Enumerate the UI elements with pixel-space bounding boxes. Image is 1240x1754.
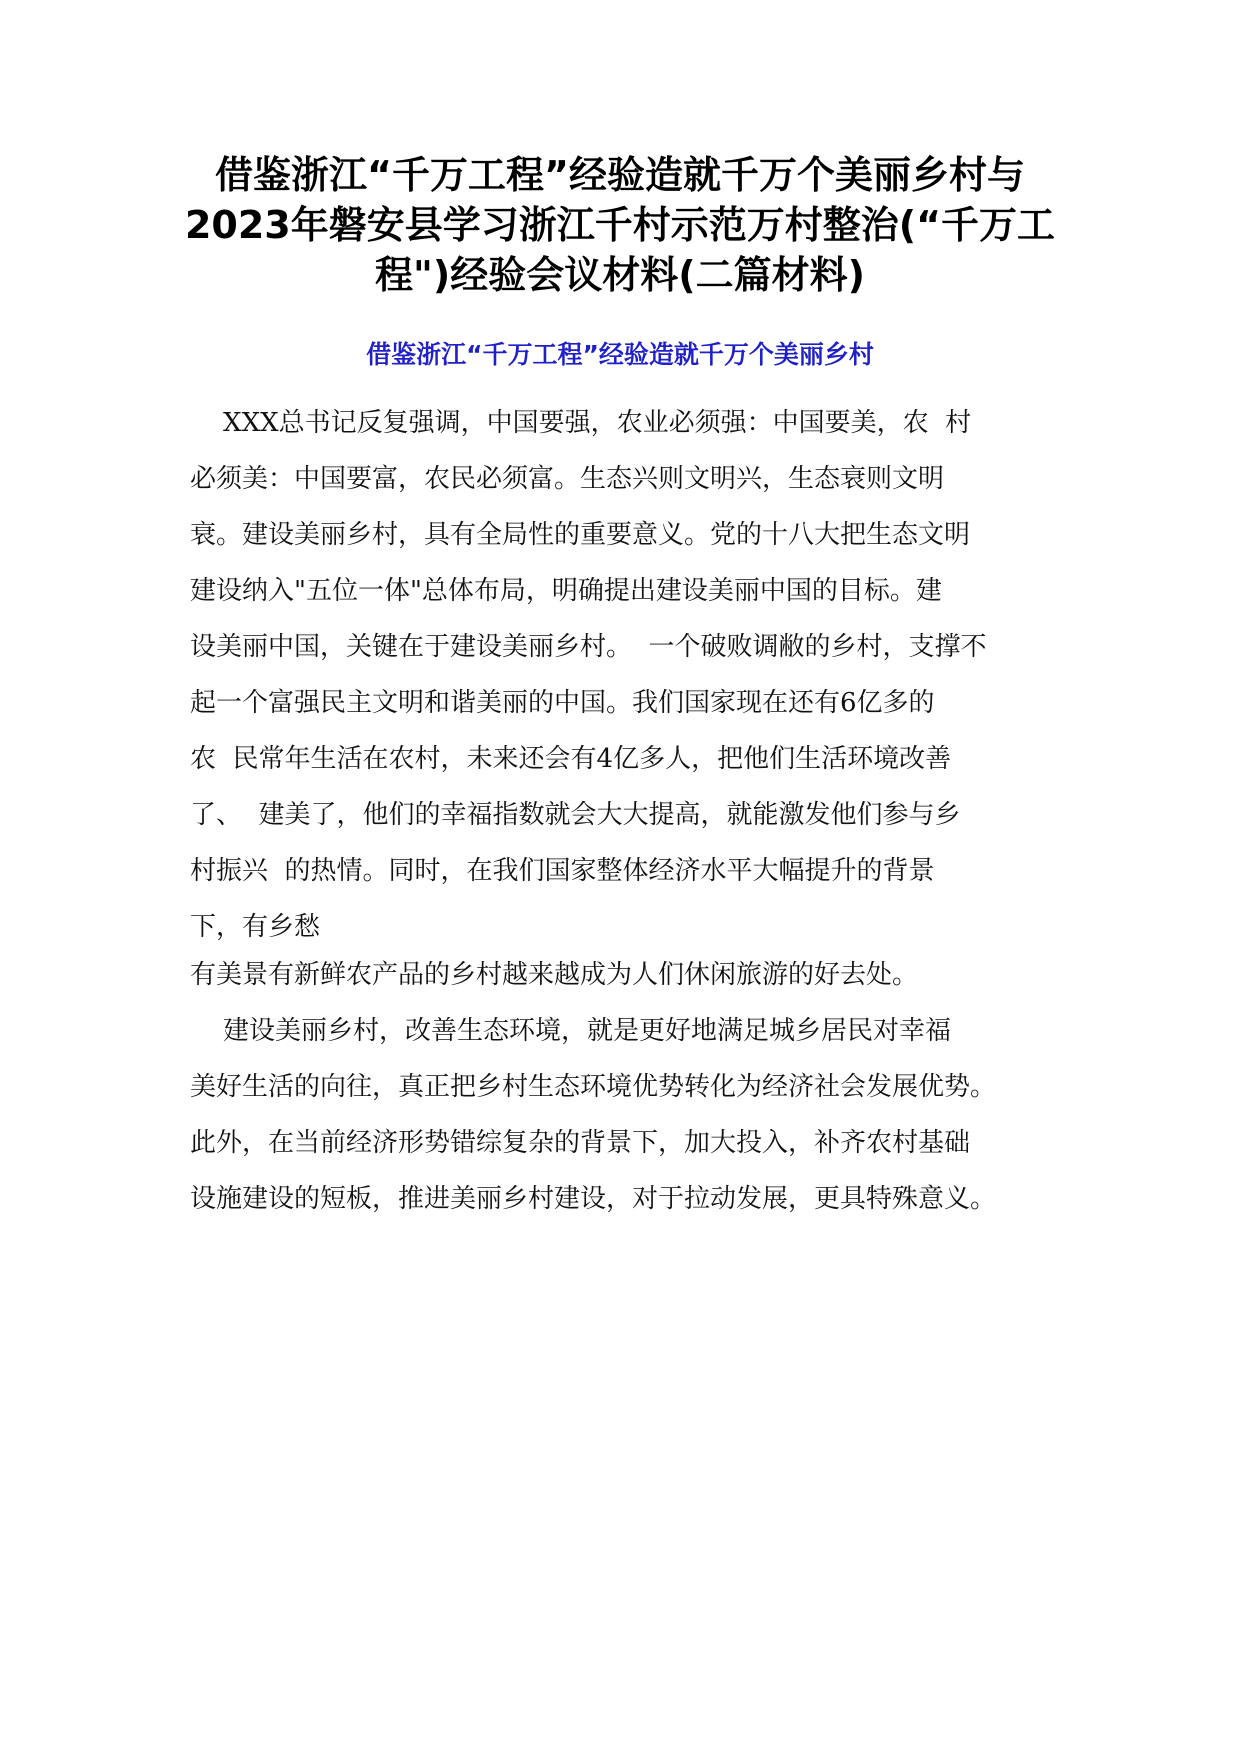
section-subtitle: 借鉴浙江“千万工程”经验造就千万个美丽乡村 [366,340,874,369]
text-line: XXX总书记反复强调，中国要强，农业必须强：中国要美，农 村 [190,408,972,438]
text-line: 设美丽中国，关键在于建设美丽乡村。 一个破败调敝的乡村，支撑不 [190,632,987,662]
text-line: 了、 建美了，他们的幸福指数就会大大提高，就能激发他们参与乡 [190,800,961,830]
text-line: 有美景有新鲜农产品的乡村越来越成为人们休闲旅游的好去处。 [190,960,919,990]
text-line: 此外，在当前经济形势错综复杂的背景下，加大投入，补齐农村基础 [190,1128,971,1158]
text-line: 美好生活的向往，真正把乡村生态环境优势转化为经济社会发展优势。 [190,1072,997,1102]
text-line: 设施建设的短板，推进美丽乡村建设，对于拉动发展，更具特殊意义。 [190,1184,997,1214]
text-line: 下，有乡愁 [190,912,321,942]
title-line: 借鉴浙江“千万工程”经验造就千万个美丽乡村与 [215,153,1025,197]
text-line: 建设美丽乡村，改善生态环境，就是更好地满足城乡居民对幸福 [190,1016,952,1046]
paragraph-2 [190,947,1070,1227]
paragraph-1 [190,395,1070,955]
title-line: 程")经验会议材料(二篇材料) [375,253,865,297]
text-line: 起一个富强民主文明和谐美丽的中国。我们国家现在还有6亿多的 [190,688,935,718]
title-line: 2023年磐安县学习浙江千村示范万村整治(“千万工 [184,203,1056,247]
document-title [170,150,1070,300]
text-line: 衰。建设美丽乡村，具有全局性的重要意义。党的十八大把生态文明 [190,520,971,550]
text-line: 建设纳入"五位一体"总体布局，明确提出建设美丽中国的目标。建 [190,576,942,606]
text-line: 村振兴 的热情。同时，在我们国家整体经济水平大幅提升的背景 [190,856,935,886]
text-line: 必须美：中国要富，农民必须富。生态兴则文明兴，生态衰则文明 [190,464,945,494]
text-line: 农 民常年生活在农村，未来还会有4亿多人，把他们生活环境改善 [190,744,952,774]
